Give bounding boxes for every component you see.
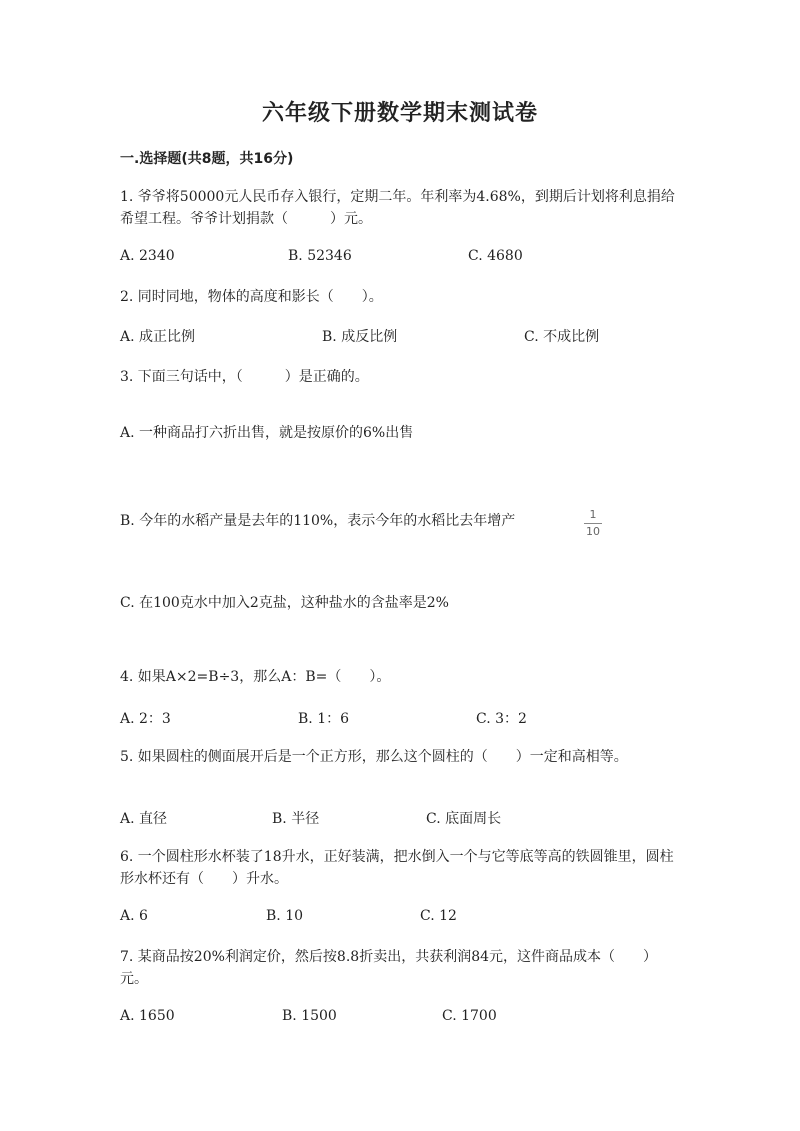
option-c[interactable]: C. 不成比例 [524,329,600,345]
fraction-bar [584,523,602,524]
option-a[interactable]: A. 1650 [120,1008,175,1024]
option-b[interactable]: B. 成反比例 [322,329,398,345]
option-a[interactable]: A. 2340 [120,248,175,264]
question-6: 6. 一个圆柱形水杯装了18升水，正好装满，把水倒入一个与它等底等高的铁圆锥里，圆柱形水杯还有（ ）升水。 [120,849,674,887]
options-q4 [120,708,680,730]
option-a[interactable]: A. 直径 [120,811,168,827]
option-c[interactable]: C. 在100克水中加入2克盐，这种盐水的含盐率是2% [120,595,449,611]
option-c[interactable]: C. 底面周长 [426,811,502,827]
question-1: 1. 爷爷将50000元人民币存入银行，定期二年。年利率为4.68%，到期后计划将利息捐给希望工程。爷爷计划捐款（ ）元。 [120,189,675,227]
question-4: 4. 如果A×2=B÷3，那么A：B=（ ）。 [120,669,391,685]
option-a[interactable]: A. 一种商品打六折出售，就是按原价的6%出售 [120,425,414,441]
option-b[interactable]: B. 半径 [272,811,320,827]
option-a[interactable]: A. 成正比例 [120,329,196,345]
option-c[interactable]: C. 12 [420,908,457,924]
option-a[interactable]: A. 6 [120,908,148,924]
page-title: 六年级下册数学期末测试卷 [261,100,538,126]
option-b[interactable]: B. 52346 [288,248,352,264]
option-b[interactable]: B. 1500 [282,1008,337,1024]
options-q1 [120,248,680,270]
options-q2 [120,326,680,348]
option-c[interactable]: C. 1700 [442,1008,497,1024]
options-q7 [120,1008,680,1030]
fraction-denominator: 10 [586,525,600,538]
option-b[interactable]: B. 今年的水稻产量是去年的110%，表示今年的水稻比去年增产 [120,513,516,529]
question-3: 3. 下面三句话中，（ ）是正确的。 [120,369,369,385]
question-5: 5. 如果圆柱的侧面展开后是一个正方形，那么这个圆柱的（ ）一定和高相等。 [120,749,628,765]
option-b[interactable]: B. 1：6 [298,711,350,727]
section-heading: 一.选择题(共8题，共16分) [120,151,294,167]
options-q6 [120,908,680,930]
question-7: 7. 某商品按20%利润定价，然后按8.8折卖出，共获利润84元，这件商品成本（ ）元。 [120,949,658,987]
option-c[interactable]: C. 3：2 [476,711,527,727]
question-2: 2. 同时同地，物体的高度和影长（ ）。 [120,289,383,305]
option-b[interactable]: B. 10 [266,908,304,924]
fraction-numerator: 1 [589,508,597,521]
fraction-one-tenth [582,508,604,539]
option-c[interactable]: C. 4680 [468,248,523,264]
options-q5 [120,808,680,830]
option-a[interactable]: A. 2：3 [120,711,171,727]
